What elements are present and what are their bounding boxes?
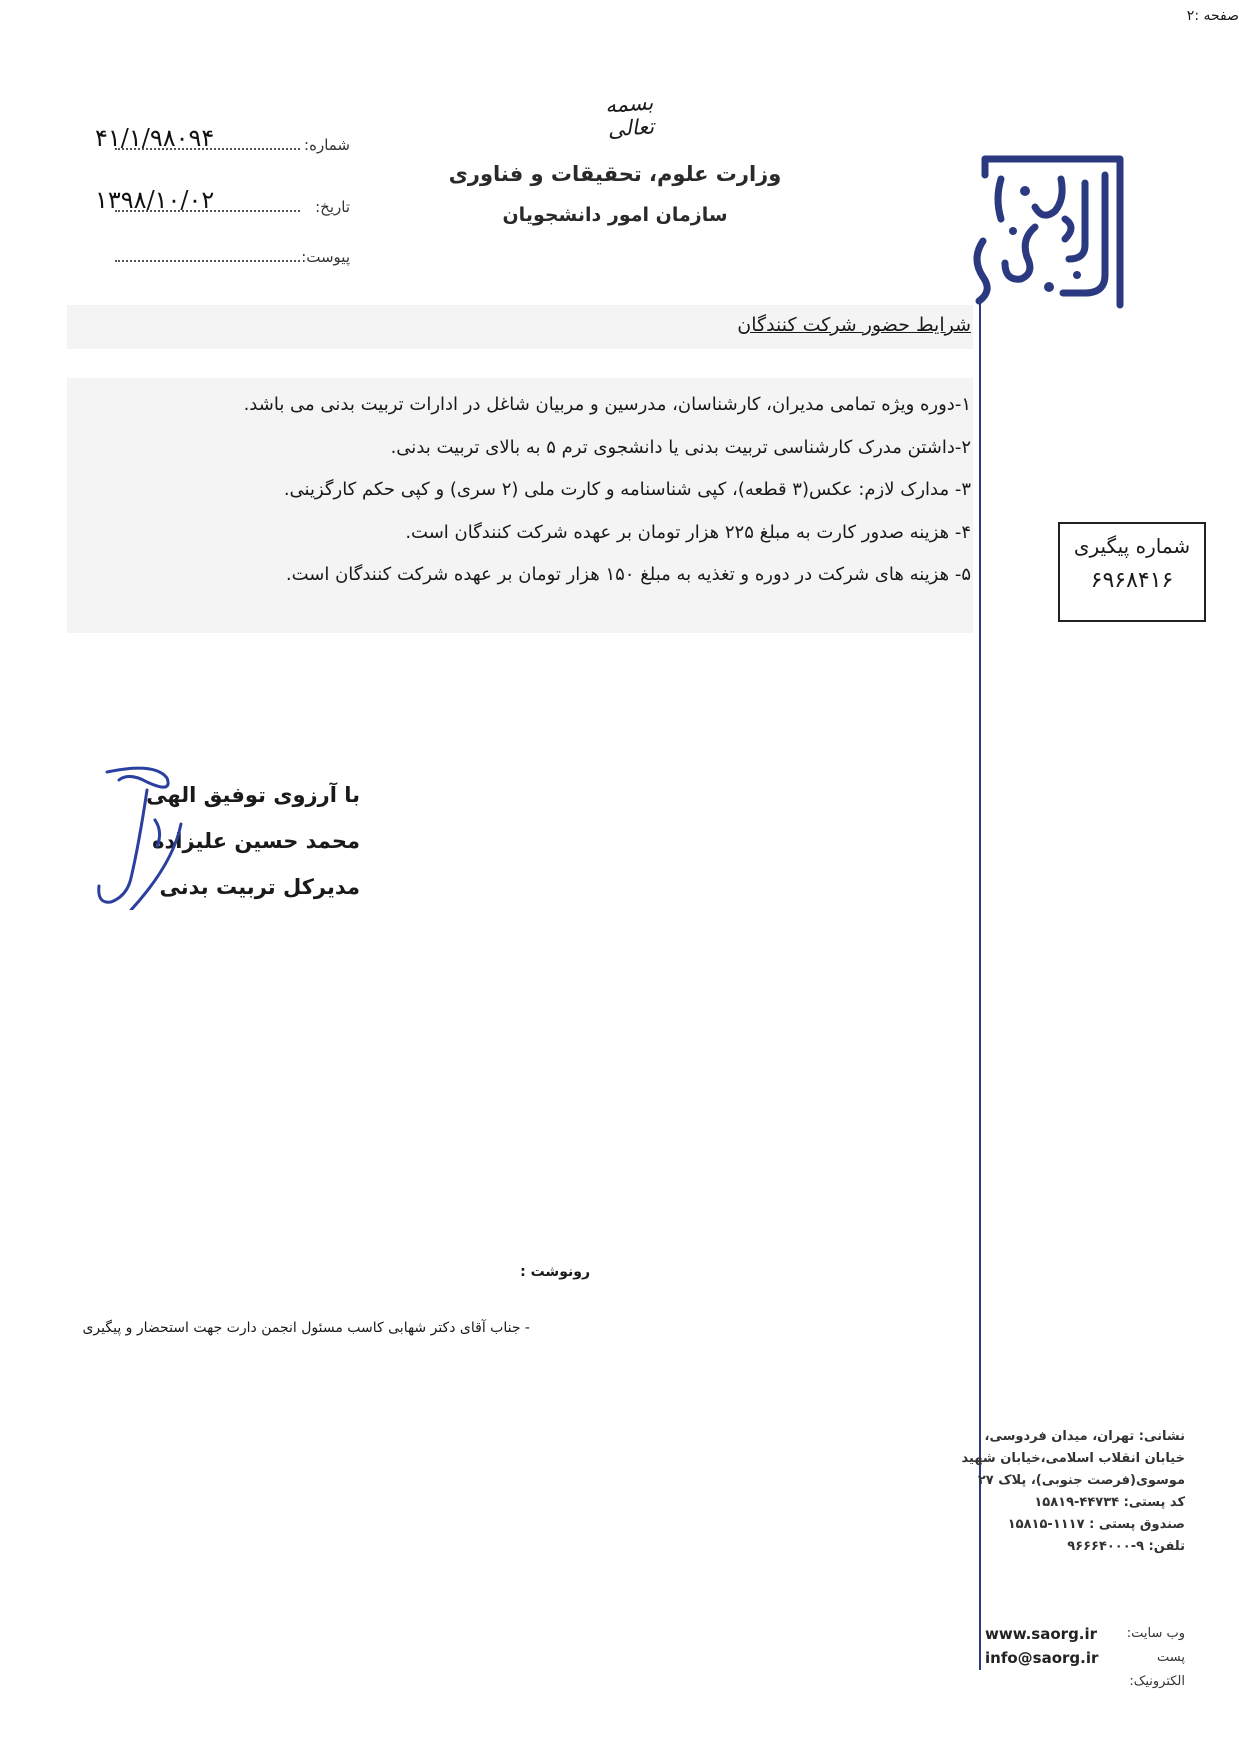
- address-line: کد پستی: ۴۴۷۳۴-۱۵۸۱۹: [1034, 1495, 1185, 1510]
- handwritten-signature: [85, 760, 205, 910]
- attachment-label: پیوست:: [301, 248, 350, 266]
- conditions-heading: شرایط حضور شرکت کنندگان: [737, 314, 971, 336]
- page-number: صفحه :۲: [1186, 8, 1239, 24]
- letter-date-label: تاریخ:: [315, 198, 350, 216]
- website-row: [985, 1622, 1185, 1646]
- conditions-list: [91, 384, 971, 597]
- basmala: بسمه تعالی: [604, 90, 655, 142]
- email-row: [985, 1646, 1185, 1694]
- address-line: خیابان انقلاب اسلامی،خیابان شهید: [961, 1451, 1185, 1466]
- ministry-name: وزارت علوم، تحقیقات و فناوری: [448, 162, 782, 186]
- dotted-line: [115, 260, 300, 262]
- letter-number-label: شماره:: [304, 136, 350, 154]
- condition-item: ۴- هزینه صدور کارت به مبلغ ۲۲۵ هزار تومان بر عهده شرکت کنندگان است.: [405, 521, 971, 543]
- website-link[interactable]: www.saorg.ir: [985, 1625, 1098, 1643]
- condition-item: ۲-داشتن مدرک کارشناسی تربیت بدنی یا دانشجوی ترم ۵ به بالای تربیت بدنی.: [390, 436, 971, 458]
- email-link[interactable]: info@saorg.ir: [985, 1649, 1099, 1667]
- address-block: [961, 1426, 1185, 1558]
- letter-date-value: ۱۳۹۸/۱۰/۰۲: [95, 186, 215, 214]
- letter-date-row: [95, 186, 350, 220]
- attachment-row: [95, 240, 350, 270]
- condition-item: ۵- هزینه های شرکت در دوره و تغذیه به مبلغ ۱۵۰ هزار تومان بر عهده شرکت کنندگان است.: [285, 564, 971, 585]
- letter-number-row: [95, 124, 350, 158]
- organization-logo: [965, 155, 1130, 310]
- website-label: وب سایت:: [1126, 1626, 1185, 1641]
- organization-name: سازمان امور دانشجویان: [502, 204, 728, 226]
- closing-wish: با آرزوی توفیق الهی: [146, 783, 360, 807]
- tracking-number-value: ۶۹۶۸۴۱۶: [1090, 568, 1174, 593]
- letter-number-value: ۴۱/۱/۹۸۰۹۴: [95, 124, 215, 152]
- email-label: پست الکترونیک:: [1129, 1650, 1185, 1689]
- address-line: نشانی: تهران، میدان فردوسی،: [984, 1429, 1185, 1444]
- tracking-number-label: شماره پیگیری: [1073, 534, 1191, 558]
- condition-item: ۳- مدارک لازم: عکس(۳ قطعه)، کپی شناسنامه و کارت ملی (۲ سری) و کپی حکم کارگزینی.: [283, 479, 971, 500]
- cc-label: رونوشت :: [520, 1264, 590, 1280]
- address-line: صندوق پستی : ۱۱۱۷-۱۵۸۱۵: [1007, 1517, 1185, 1532]
- address-line: تلفن: ۹-۹۶۶۶۴۰۰۰: [1067, 1539, 1185, 1554]
- cc-recipient: - جناب آقای دکتر شهابی کاسب مسئول انجمن دارت جهت استحضار و پیگیری: [82, 1320, 530, 1336]
- signer-name: محمد حسین علیزاده: [152, 829, 360, 853]
- contact-block: [985, 1622, 1185, 1694]
- signer-title: مدیرکل تربیت بدنی: [159, 875, 360, 899]
- address-line: موسوی(فرصت جنوبی)، پلاک ۲۷: [977, 1473, 1185, 1488]
- condition-item: ۱-دوره ویژه تمامی مدیران، کارشناسان، مدرسین و مربیان شاغل در ادارات تربیت بدنی می باشد.: [243, 394, 971, 415]
- tracking-number-box: [1058, 522, 1206, 622]
